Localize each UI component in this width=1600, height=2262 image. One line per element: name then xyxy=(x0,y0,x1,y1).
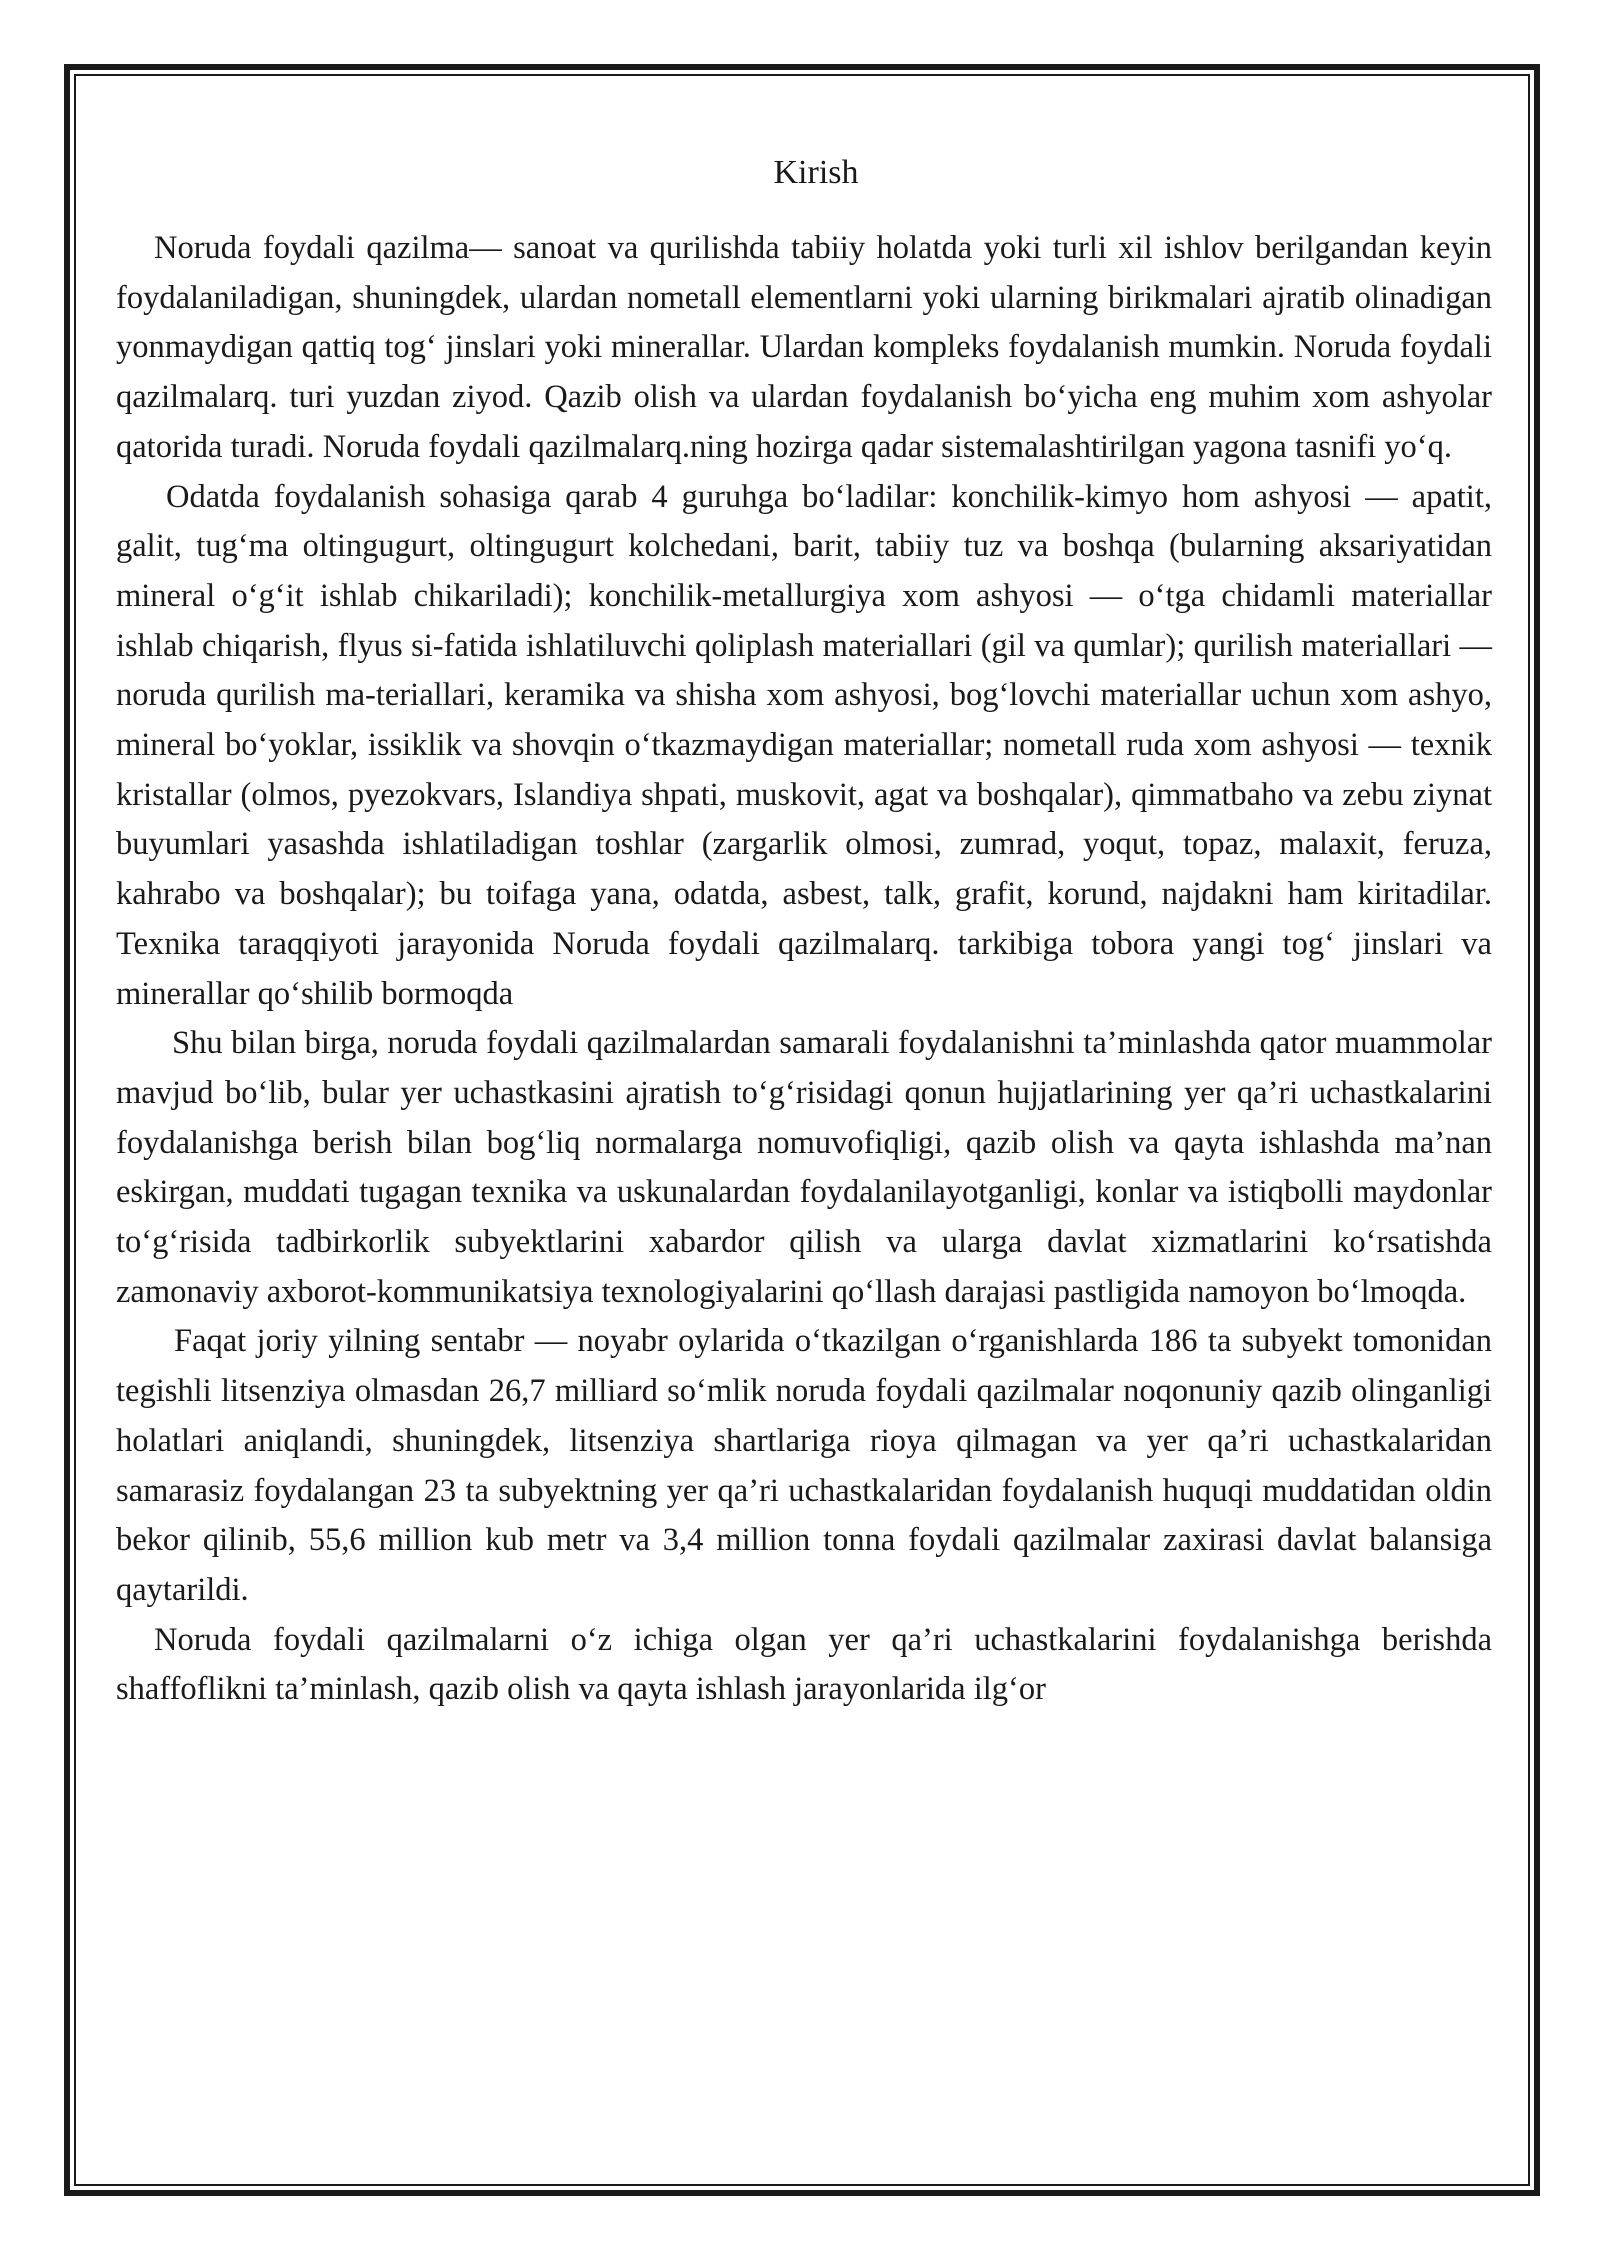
document-body xyxy=(116,148,1492,1715)
paragraph-2: Odatda foydalanish sohasiga qarab 4 guruhga bo‘ladilar: konchilik-kimyo hom ashyosi — apatit, galit, tug‘ma oltingugurt, oltingugurt kolchedani, barit, tabiiy tuz va boshqa (bularning aksariyatidan mineral o‘g‘it ishlab chikariladi); konchilik-metallurgiya xom ashyosi — o‘tga chidamli materiallar ishlab chiqarish, flyus si-fatida ishlatiluvchi qoliplash materiallari (gil va qumlar); qurilish materiallari — noruda qurilish ma-teriallari, keramika va shisha xom ashyosi, bog‘lovchi materiallar uchun xom ashyo, mineral bo‘yoklar, issiklik va shovqin o‘tkazmaydigan materiallar; nometall ruda xom ashyosi — texnik kristallar (olmos, pyezokvars, Islandiya shpati, muskovit, agat va boshqalar), qimmatbaho va zebu ziynat buyumlari yasashda ishlatiladigan toshlar (zargarlik olmosi, zumrad, yoqut, topaz, malaxit, feruza, kahrabo va boshqalar); bu toifaga yana, odatda, asbest, talk, grafit, korund, najdakni ham kiritadilar. Texnika taraqqiyoti jarayonida Noruda foydali qazilmalarq. tarkibiga tobora yangi tog‘ jinslari va minerallar qo‘shilib bormoqda xyxy=(116,478,1492,1012)
paragraph-4: Faqat joriy yilning sentabr — noyabr oylarida o‘tkazilgan o‘rganishlarda 186 ta subyekt tomonidan tegishli litsenziya olmasdan 26,7 milliard so‘mlik noruda foydali qazilmalar noqonuniy qazib olinganligi holatlari aniqlandi, shuningdek, litsenziya shartlariga rioya qilmagan va yer qa’ri uchastkalaridan samarasiz foydalangan 23 ta subyektning yer qa’ri uchastkalaridan foydalanish huquqi muddatidan oldin bekor qilinib, 55,6 million kub metr va 3,4 million tonna foydali qazilmalar zaxirasi davlat balansiga qaytarildi. xyxy=(116,1323,1492,1608)
paragraph-3: Shu bilan birga, noruda foydali qazilmalardan samarali foydalanishni ta’minlashda qator muammolar mavjud bo‘lib, bular yer uchastkasini ajratish to‘g‘risidagi qonun hujjatlarining yer qa’ri uchastkalarini foydalanishga berish bilan bog‘liq normalarga nomuvofiqligi, qazib olish va qayta ishlashda ma’nan eskirgan, muddati tugagan texnika va uskunalardan foydalanilayotganligi, konlar va istiqbolli maydonlar to‘g‘risida tadbirkorlik subyektlarini xabardor qilish va ularga davlat xizmatlarini ko‘rsatishda zamonaviy axborot-kommunikatsiya texnologiyalarini qo‘llash darajasi pastligida namoyon bo‘lmoqda. xyxy=(116,1025,1492,1310)
document-title: Kirish xyxy=(773,154,859,191)
paragraph-5: Noruda foydali qazilmalarni o‘z ichiga olgan yer qa’ri uchastkalarini foydalanishga berishda shaffoflikni ta’minlash, qazib olish va qayta ishlash jarayonlarida ilg‘or xyxy=(116,1621,1492,1708)
paragraph-1: Noruda foydali qazilma— sanoat va qurilishda tabiiy holatda yoki turli xil ishlov berilgandan keyin foydalaniladigan, shuningdek, ulardan nometall elementlarni yoki ularning birikmalari ajratib olinadigan yonmaydigan qattiq tog‘ jinslari yoki minerallar. Ulardan kompleks foydalanish mumkin. Noruda foydali qazilmalarq. turi yuzdan ziyod. Qazib olish va ulardan foydalanish bo‘yicha eng muhim xom ashyolar qatorida turadi. Noruda foydali qazilmalarq.ning hozirga qadar sistemalashtirilgan yagona tasnifi yo‘q. xyxy=(116,230,1492,465)
